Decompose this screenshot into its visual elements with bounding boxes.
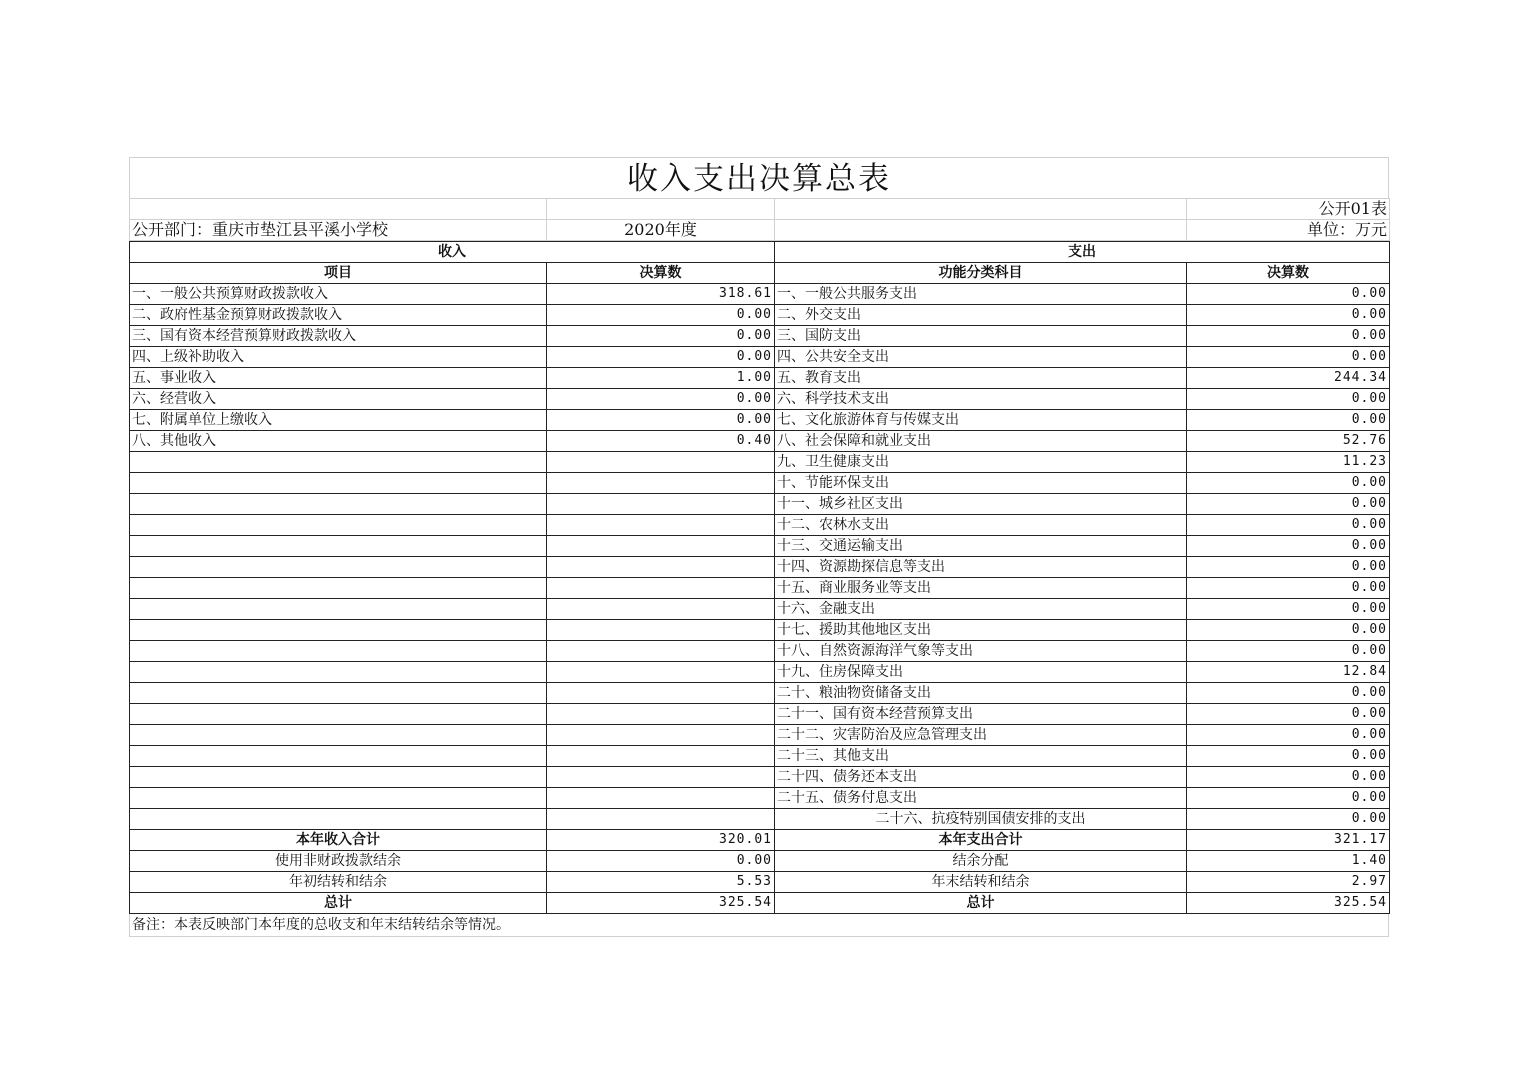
table-row <box>130 515 1390 536</box>
table-row <box>130 578 1390 599</box>
expense-value-cell: 0.00 <box>1187 389 1390 410</box>
expense-value-cell: 0.00 <box>1187 473 1390 494</box>
summary-expense-label: 年末结转和结余 <box>775 872 1187 893</box>
expense-item-cell: 五、教育支出 <box>775 368 1187 389</box>
expense-value-cell: 0.00 <box>1187 410 1390 431</box>
expense-item-cell: 八、社会保障和就业支出 <box>775 431 1187 452</box>
expense-item-cell: 七、文化旅游体育与传媒支出 <box>775 410 1187 431</box>
table-row <box>130 809 1390 830</box>
summary-income-label: 总计 <box>130 893 547 914</box>
expense-value-cell: 0.00 <box>1187 326 1390 347</box>
table-code: 公开01表 <box>1187 199 1390 220</box>
income-item-cell <box>130 809 547 830</box>
expense-item-cell: 十一、城乡社区支出 <box>775 494 1187 515</box>
summary-income-value: 0.00 <box>547 851 775 872</box>
table-row <box>130 284 1390 305</box>
table-row <box>130 326 1390 347</box>
expense-value-cell: 244.34 <box>1187 368 1390 389</box>
expense-value-cell: 0.00 <box>1187 767 1390 788</box>
income-item-cell <box>130 473 547 494</box>
summary-row <box>130 830 1390 851</box>
expense-value-cell: 0.00 <box>1187 620 1390 641</box>
summary-row <box>130 851 1390 872</box>
expense-item-cell: 二十、粮油物资储备支出 <box>775 683 1187 704</box>
expense-value-cell: 0.00 <box>1187 746 1390 767</box>
table-row <box>130 410 1390 431</box>
summary-income-value: 5.53 <box>547 872 775 893</box>
footnote: 备注：本表反映部门本年度的总收支和年末结转结余等情况。 <box>129 914 1389 937</box>
expense-value-cell: 0.00 <box>1187 725 1390 746</box>
income-value-cell <box>547 620 775 641</box>
table-row <box>130 452 1390 473</box>
expense-amount-header: 决算数 <box>1187 263 1390 284</box>
table-row <box>130 536 1390 557</box>
table-row <box>130 746 1390 767</box>
income-value-cell <box>547 452 775 473</box>
summary-expense-label: 总计 <box>775 893 1187 914</box>
income-value-cell: 318.61 <box>547 284 775 305</box>
income-amount-header: 决算数 <box>547 263 775 284</box>
table-row <box>130 431 1390 452</box>
expense-item-cell: 二、外交支出 <box>775 305 1187 326</box>
expense-item-cell: 六、科学技术支出 <box>775 389 1187 410</box>
meta-empty-cell <box>775 199 1187 220</box>
income-item-cell <box>130 599 547 620</box>
income-value-cell <box>547 536 775 557</box>
final-accounts-sheet <box>129 157 1389 937</box>
income-item-cell <box>130 704 547 725</box>
expense-item-cell: 九、卫生健康支出 <box>775 452 1187 473</box>
income-value-cell <box>547 473 775 494</box>
income-value-cell <box>547 641 775 662</box>
income-item-cell: 五、事业收入 <box>130 368 547 389</box>
expense-value-cell: 0.00 <box>1187 305 1390 326</box>
income-value-cell <box>547 662 775 683</box>
expense-value-cell: 0.00 <box>1187 788 1390 809</box>
table-row <box>130 725 1390 746</box>
summary-expense-label: 结余分配 <box>775 851 1187 872</box>
income-item-cell <box>130 536 547 557</box>
income-item-cell <box>130 620 547 641</box>
income-item-cell: 三、国有资本经营预算财政拨款收入 <box>130 326 547 347</box>
expense-item-cell: 十八、自然资源海洋气象等支出 <box>775 641 1187 662</box>
income-item-cell: 七、附属单位上缴收入 <box>130 410 547 431</box>
income-item-cell <box>130 788 547 809</box>
table-row <box>130 557 1390 578</box>
income-item-cell: 四、上级补助收入 <box>130 347 547 368</box>
expense-item-cell: 二十一、国有资本经营预算支出 <box>775 704 1187 725</box>
table-row <box>130 347 1390 368</box>
income-item-cell <box>130 641 547 662</box>
expense-item-cell: 十三、交通运输支出 <box>775 536 1187 557</box>
summary-expense-value: 325.54 <box>1187 893 1390 914</box>
expense-item-cell: 二十四、债务还本支出 <box>775 767 1187 788</box>
income-value-cell: 0.40 <box>547 431 775 452</box>
table-row <box>130 473 1390 494</box>
income-value-cell <box>547 599 775 620</box>
summary-income-label: 年初结转和结余 <box>130 872 547 893</box>
income-item-cell: 八、其他收入 <box>130 431 547 452</box>
expense-item-cell: 十二、农林水支出 <box>775 515 1187 536</box>
expense-value-cell: 52.76 <box>1187 431 1390 452</box>
expense-item-cell: 二十二、灾害防治及应急管理支出 <box>775 725 1187 746</box>
expense-category-header: 功能分类科目 <box>775 263 1187 284</box>
expense-value-cell: 0.00 <box>1187 494 1390 515</box>
table-row <box>130 494 1390 515</box>
income-value-cell <box>547 578 775 599</box>
table-row <box>130 767 1390 788</box>
department-name: 公开部门：重庆市垫江县平溪小学校 <box>130 220 547 241</box>
income-item-cell: 六、经营收入 <box>130 389 547 410</box>
expense-value-cell: 0.00 <box>1187 599 1390 620</box>
table-row <box>130 704 1390 725</box>
expense-value-cell: 0.00 <box>1187 641 1390 662</box>
income-item-cell <box>130 494 547 515</box>
income-value-cell <box>547 704 775 725</box>
income-item-cell <box>130 725 547 746</box>
income-value-cell <box>547 767 775 788</box>
expense-item-cell: 一、一般公共服务支出 <box>775 284 1187 305</box>
income-item-cell <box>130 767 547 788</box>
fiscal-year: 2020年度 <box>547 220 775 241</box>
expense-value-cell: 0.00 <box>1187 347 1390 368</box>
expense-item-cell: 十四、资源勘探信息等支出 <box>775 557 1187 578</box>
table-row <box>130 305 1390 326</box>
expense-value-cell: 0.00 <box>1187 515 1390 536</box>
summary-income-value: 325.54 <box>547 893 775 914</box>
summary-income-label: 本年收入合计 <box>130 830 547 851</box>
meta-empty-cell <box>130 199 547 220</box>
income-expense-table <box>129 241 1390 914</box>
table-row <box>130 620 1390 641</box>
summary-row <box>130 893 1390 914</box>
income-item-cell <box>130 662 547 683</box>
expense-item-cell: 十五、商业服务业等支出 <box>775 578 1187 599</box>
table-row <box>130 641 1390 662</box>
meta-empty-cell <box>547 199 775 220</box>
expense-section-header: 支出 <box>775 242 1390 263</box>
income-value-cell <box>547 788 775 809</box>
income-value-cell <box>547 746 775 767</box>
income-value-cell <box>547 494 775 515</box>
summary-expense-value: 2.97 <box>1187 872 1390 893</box>
meta-table <box>129 198 1390 241</box>
expense-value-cell: 0.00 <box>1187 284 1390 305</box>
income-item-cell: 一、一般公共预算财政拨款收入 <box>130 284 547 305</box>
table-row <box>130 389 1390 410</box>
income-value-cell <box>547 557 775 578</box>
income-value-cell <box>547 725 775 746</box>
income-value-cell: 0.00 <box>547 305 775 326</box>
summary-row <box>130 872 1390 893</box>
summary-income-value: 320.01 <box>547 830 775 851</box>
expense-item-cell: 十九、住房保障支出 <box>775 662 1187 683</box>
income-value-cell <box>547 515 775 536</box>
table-row <box>130 368 1390 389</box>
expense-value-cell: 11.23 <box>1187 452 1390 473</box>
income-item-cell <box>130 515 547 536</box>
expense-value-cell: 0.00 <box>1187 578 1390 599</box>
income-item-cell <box>130 557 547 578</box>
income-value-cell <box>547 683 775 704</box>
table-row <box>130 683 1390 704</box>
income-item-cell <box>130 746 547 767</box>
expense-item-cell: 二十三、其他支出 <box>775 746 1187 767</box>
expense-value-cell: 0.00 <box>1187 536 1390 557</box>
summary-expense-value: 321.17 <box>1187 830 1390 851</box>
expense-value-cell: 12.84 <box>1187 662 1390 683</box>
summary-expense-label: 本年支出合计 <box>775 830 1187 851</box>
summary-expense-value: 1.40 <box>1187 851 1390 872</box>
income-value-cell <box>547 809 775 830</box>
income-value-cell: 1.00 <box>547 368 775 389</box>
income-value-cell: 0.00 <box>547 347 775 368</box>
expense-value-cell: 0.00 <box>1187 704 1390 725</box>
expense-item-cell: 十、节能环保支出 <box>775 473 1187 494</box>
income-item-cell <box>130 683 547 704</box>
table-row <box>130 788 1390 809</box>
expense-value-cell: 0.00 <box>1187 683 1390 704</box>
income-item-cell: 二、政府性基金预算财政拨款收入 <box>130 305 547 326</box>
income-item-cell <box>130 578 547 599</box>
income-item-cell <box>130 452 547 473</box>
income-item-header: 项目 <box>130 263 547 284</box>
table-row <box>130 662 1390 683</box>
meta-empty-cell <box>775 220 1187 241</box>
summary-income-label: 使用非财政拨款结余 <box>130 851 547 872</box>
expense-item-cell: 十七、援助其他地区支出 <box>775 620 1187 641</box>
income-section-header: 收入 <box>130 242 775 263</box>
income-value-cell: 0.00 <box>547 410 775 431</box>
table-row <box>130 599 1390 620</box>
income-value-cell: 0.00 <box>547 389 775 410</box>
expense-item-cell: 四、公共安全支出 <box>775 347 1187 368</box>
expense-item-cell: 二十六、抗疫特别国债安排的支出 <box>775 809 1187 830</box>
expense-item-cell: 三、国防支出 <box>775 326 1187 347</box>
unit-label: 单位：万元 <box>1187 220 1390 241</box>
expense-value-cell: 0.00 <box>1187 809 1390 830</box>
page-title: 收入支出决算总表 <box>129 157 1389 198</box>
expense-value-cell: 0.00 <box>1187 557 1390 578</box>
income-value-cell: 0.00 <box>547 326 775 347</box>
expense-item-cell: 十六、金融支出 <box>775 599 1187 620</box>
expense-item-cell: 二十五、债务付息支出 <box>775 788 1187 809</box>
